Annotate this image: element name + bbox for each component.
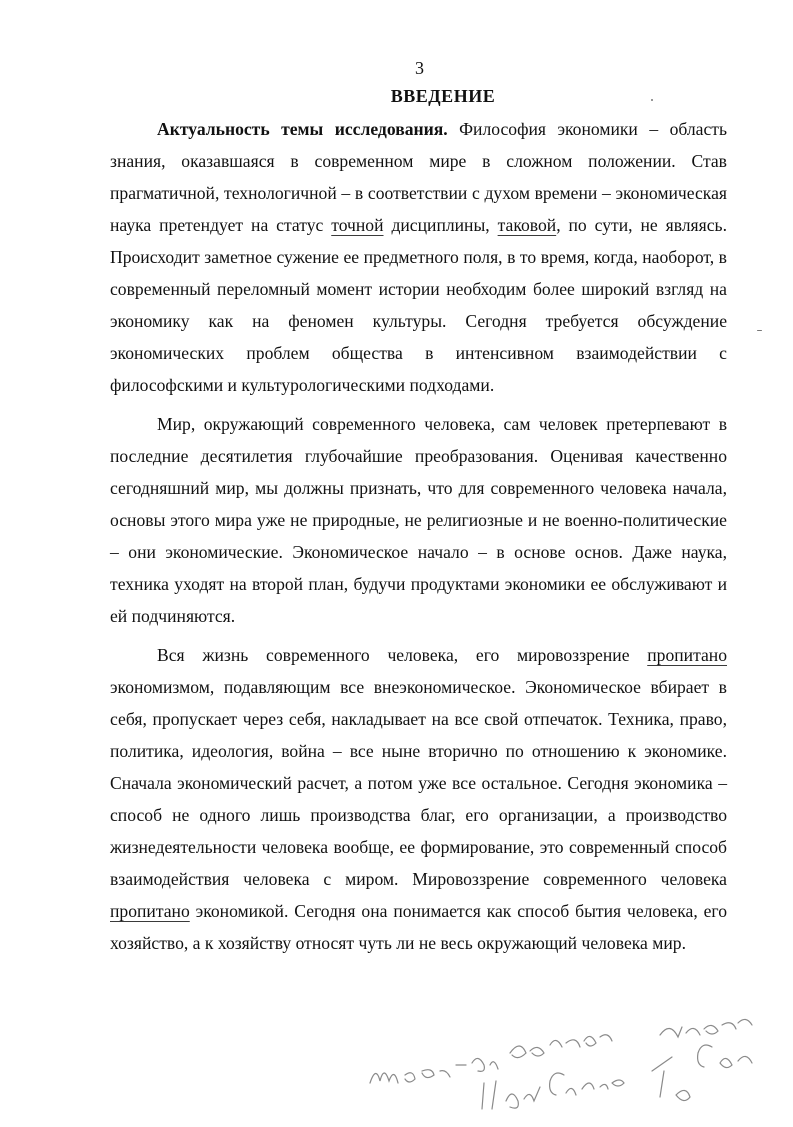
scan-speck [651,99,653,101]
paragraph-1-text-b: дисциплины, [383,215,498,235]
underlined-word: пропитано [647,645,727,665]
scan-speck [757,330,762,331]
underlined-word: таковой [497,215,557,235]
handwriting-scribble-icon [360,1005,790,1122]
underlined-word: точной [331,215,384,235]
paragraph-3-text-c: экономикой. Сегодня она понимается как способ бытия человека, его хозяйство, а к хозяйству относят чуть ли не весь окружающий человека мир. [110,901,727,953]
underlined-word: пропитано [110,901,190,921]
handwritten-note [360,1005,790,1122]
page-title: ВВЕДЕНИЕ [390,86,496,106]
paragraph-2: Мир, окружающий современного человека, сам человек претерпевают в последние десятилетия глубочайшие преобразования. Оценивая качественно сегодняшний мир, мы должны признать, что для современного человека начала, основы этого мира уже не природные, не религиозные и не военно-политические – они экономические. Экономическое начало – в основе основ. Даже наука, техника уходят на второй план, будучи продуктами экономики ее обслуживают и ей подчиняются. [110,414,727,626]
paragraph-1-text-c: , по сути, не являясь. Происходит заметное сужение ее предметного поля, в то время, когда, наоборот, в современный переломный момент истории необходим более широкий взгляд на экономику как на феномен культуры. Сегодня требуется обсуждение экономических проблем общества в интенсивном взаимодействии с философскими и культурологическими подходами. [110,215,727,395]
paragraph-3-text-a: Вся жизнь современного человека, его мировоззрение [157,645,648,665]
paragraph-1-text-a: Философия экономики – область знания, оказавшаяся в современном мире в сложном положении. Став прагматичной, технологичной – в соответствии с духом времени – экономическая наука претендует на статус [110,119,727,235]
page-number: 3 [415,58,424,78]
paragraph-3-text-b: экономизмом, подавляющим все внеэкономическое. Экономическое вбирает в себя, пропускает через себя, накладывает на все свой отпечаток. Техника, право, политика, идеология, война – все ныне вторично по отношению к экономике. Сначала экономический расчет, а потом уже все остальное. Сегодня экономика – способ не одного лишь производства благ, его организации, а производство жизнедеятельности человека вообще, ее формирование, это современный способ взаимодействия человека с миром. Мировоззрение современного человека [110,677,727,889]
body-text [110,113,727,966]
section-lead-heading: Актуальность темы исследования. [157,119,448,139]
paragraph-1 [110,113,727,401]
paragraph-3 [110,639,727,959]
